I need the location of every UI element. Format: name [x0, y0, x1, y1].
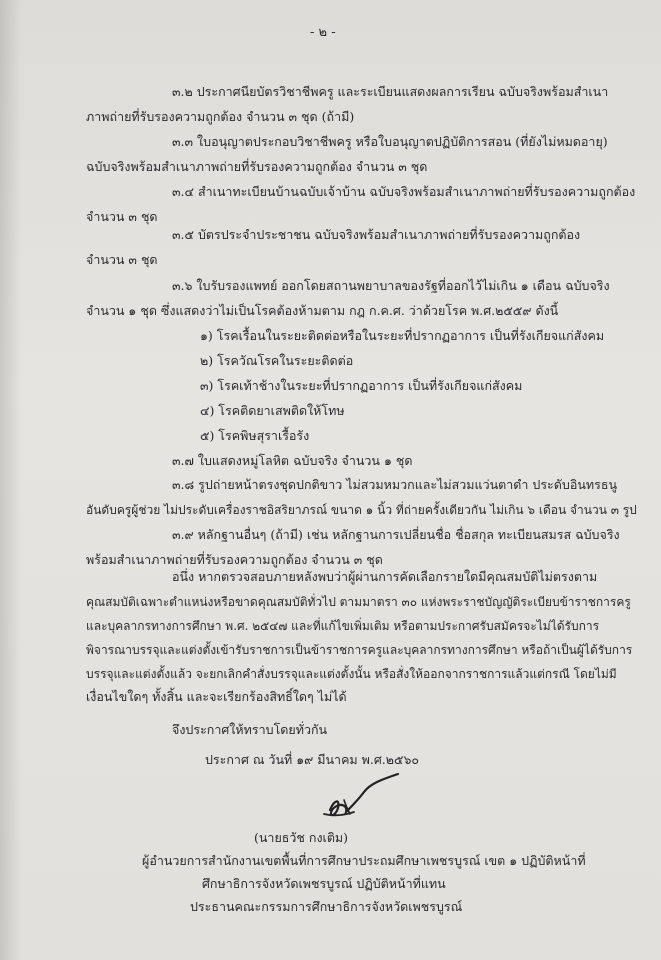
item-3-5-line2: จำนวน ๓ ชุด: [86, 252, 158, 267]
notice-line1: อนึ่ง หากตรวจสอบภายหลังพบว่าผู้ผ่านการคัดเลือกรายใดมีคุณสมบัติไม่ตรงตาม: [172, 569, 598, 584]
item-3-6-line1: ๓.๖ ใบรับรองแพทย์ ออกโดยสถานพยาบาลของรัฐที่ออกไว้ไม่เกิน ๑ เดือน ฉบับจริง: [172, 278, 610, 293]
item-3-2-line1: ๓.๒ ประกาศนียบัตรวิชาชีพครู และระเบียนแสดงผลการเรียน ฉบับจริงพร้อมสำเนา: [172, 84, 609, 99]
item-3-9-line1: ๓.๙ หลักฐานอื่นๆ (ถ้ามี) เช่น หลักฐานการเปลี่ยนชื่อ ชื่อสกุล ทะเบียนสมรส ฉบับจริง: [172, 527, 620, 542]
notice-line6: เงื่อนไขใดๆ ทั้งสิ้น และจะเรียกร้องสิทธิ์ใดๆ ไม่ได้: [86, 689, 347, 704]
notice-line3: และบุคลากรทางการศึกษา พ.ศ. ๒๕๔๗ และที่แก้ไขเพิ่มเติม หรือตามประกาศรับสมัครจะไม่ได้รับการ: [86, 619, 600, 633]
disease-3: ๓) โรคเท้าช้างในระยะที่ปรากฏอาการ เป็นที่รังเกียจแก่สังคม: [200, 378, 523, 393]
notice-line2: คุณสมบัติเฉพาะตำแหน่งหรือขาดคุณสมบัติทั่วไป ตามมาตรา ๓๐ แห่งพระราชบัญญัติระเบียบข้าราชการครู: [86, 595, 631, 609]
item-3-8-line2: อันดับครูผู้ช่วย ไม่ประดับเครื่องราชอิสริยาภรณ์ ขนาด ๑ นิ้ว ที่ถ่ายครั้งเดียวกัน ไม่เกิน ๖ เดือน จำนวน ๓ รูป: [86, 503, 637, 517]
item-3-4-line2: จำนวน ๓ ชุด: [86, 209, 158, 224]
item-3-4-line1: ๓.๔ สำเนาทะเบียนบ้านฉบับเจ้าบ้าน ฉบับจริงพร้อมสำเนาภาพถ่ายที่รับรองความถูกต้อง: [172, 184, 636, 199]
item-3-6-line2: จำนวน ๑ ชุด ซึ่งแสดงว่าไม่เป็นโรคต้องห้ามตาม กฎ ก.ค.ศ. ว่าด้วยโรค พ.ศ.๒๕๕๙ ดังนี้: [86, 303, 559, 318]
signer-position-3: ประธานคณะกรรมการศึกษาธิการจังหวัดเพชรบูรณ์: [190, 899, 463, 914]
notice-line5: บรรจุและแต่งตั้งแล้ว จะยกเลิกคำสั่งบรรจุและแต่งตั้งนั้น หรือสั่งให้ออกจากราชการแล้วแต่กรณี โดยไม่มี: [86, 667, 617, 681]
item-3-8-line1: ๓.๘ รูปถ่ายหน้าตรงชุดปกติขาว ไม่สวมหมวกและไม่สวมแว่นตาดำ ประดับอินทรธนู: [172, 477, 618, 492]
item-3-2-line2: ภาพถ่ายที่รับรองความถูกต้อง จำนวน ๓ ชุด (ถ้ามี): [86, 109, 355, 124]
disease-1: ๑) โรคเรื้อนในระยะติดต่อหรือในระยะที่ปรากฏอาการ เป็นที่รังเกียจแก่สังคม: [200, 328, 605, 343]
item-3-5-line1: ๓.๕ บัตรประจำประชาชน ฉบับจริงพร้อมสำเนาภาพถ่ายที่รับรองความถูกต้อง: [172, 227, 581, 242]
disease-2: ๒) โรควัณโรคในระยะติดต่อ: [200, 353, 354, 368]
signer-name: (นายธวัช กงเติม): [254, 830, 349, 845]
disease-5: ๕) โรคพิษสุราเรื้อรัง: [200, 428, 310, 443]
item-3-3-line2: ฉบับจริงพร้อมสำเนาภาพถ่ายที่รับรองความถูกต้อง จำนวน ๓ ชุด: [86, 159, 428, 174]
notice-line4: พิจารณาบรรจุและแต่งตั้งเข้ารับราชการเป็นข้าราชการครูและบุคลากรทางการศึกษา หรือถ้าเป็นผู้ได้รับการ: [86, 643, 633, 657]
item-3-3-line1: ๓.๓ ใบอนุญาตประกอบวิชาชีพครู หรือใบอนุญาตปฏิบัติการสอน (ที่ยังไม่หมดอายุ): [172, 134, 608, 149]
announce-line: จึงประกาศให้ทราบโดยทั่วกัน: [172, 722, 328, 737]
disease-4: ๔) โรคติดยาเสพติดให้โทษ: [200, 403, 345, 418]
item-3-9-line2: พร้อมสำเนาภาพถ่ายที่รับรองความถูกต้อง จำนวน ๓ ชุด: [86, 552, 383, 567]
signer-position-1: ผู้อำนวยการสำนักงานเขตพื้นที่การศึกษาประถมศึกษาเพชรบูรณ์ เขต ๑ ปฏิบัติหน้าที่: [142, 853, 586, 868]
signature-image: [318, 770, 408, 830]
date-line: ประกาศ ณ วันที่ ๑๙ มีนาคม พ.ศ.๒๕๖๐: [205, 752, 420, 767]
item-3-7: ๓.๗ ใบแสดงหมู่โลหิต ฉบับจริง จำนวน ๑ ชุด: [172, 453, 413, 468]
page-shadow: [0, 0, 22, 960]
signer-position-2: ศึกษาธิการจังหวัดเพชรบูรณ์ ปฏิบัติหน้าที่แทน: [202, 876, 446, 891]
page-number: - ๒ -: [310, 25, 336, 40]
